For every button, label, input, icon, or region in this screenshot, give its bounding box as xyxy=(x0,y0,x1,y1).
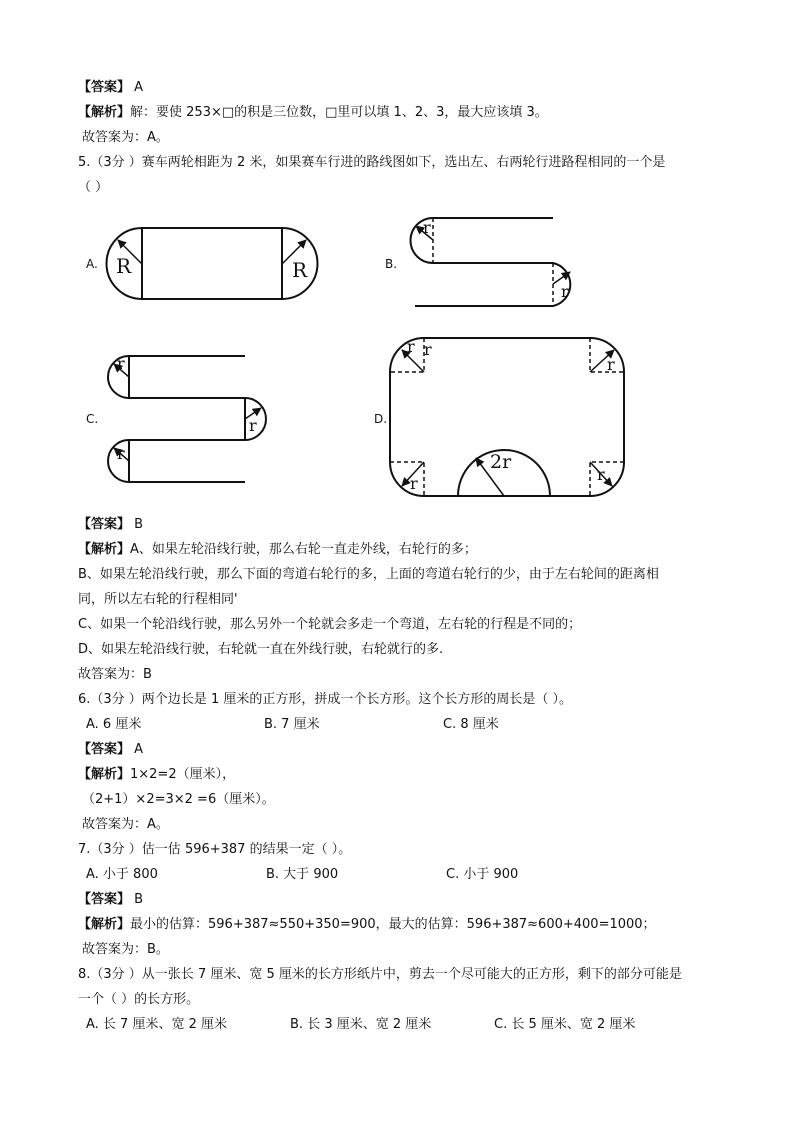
q6-stem: 6.（3分 ）两个边长是 1 厘米的正方形，拼成一个长方形。这个长方形的周长是（ ）。 xyxy=(78,692,572,707)
figure-c-radius-3: r xyxy=(117,444,125,463)
figure-b-label: B. xyxy=(385,257,398,271)
analysis-tag: 【解析】 xyxy=(78,767,131,782)
q4-conclusion: 故答案为：A。 xyxy=(82,130,169,145)
q8-option-a: A. 长 7 厘米、宽 2 厘米 xyxy=(86,1017,228,1032)
analysis-tag: 【解析】 xyxy=(78,542,131,557)
q7-option-c: C. 小于 900 xyxy=(446,867,519,882)
q7-option-b: B. 大于 900 xyxy=(266,867,339,882)
q7-analysis xyxy=(78,916,656,934)
q8-stem-line2: 一个（ ）的长方形。 xyxy=(78,992,200,1007)
figure-d-radius-tl-2: r xyxy=(424,340,432,359)
figure-a-label: A. xyxy=(86,257,98,271)
analysis-text: 解：要使 253×□的积是三位数，□里可以填 1、2、3，最大应该填 3。 xyxy=(130,105,548,120)
answer-tag: 【答案】 xyxy=(78,517,131,532)
q6-option-a: A. 6 厘米 xyxy=(86,717,142,732)
q7-stem: 7.（3分 ）估一估 596+387 的结果一定（ ）。 xyxy=(78,842,352,857)
q8-option-b: B. 长 3 厘米、宽 2 厘米 xyxy=(290,1017,432,1032)
answer-value: B xyxy=(134,517,144,532)
q7-option-a: A. 小于 800 xyxy=(86,867,158,882)
q6-analysis-2: （2+1）×2=3×2 =6（厘米）。 xyxy=(82,792,275,807)
analysis-text: A、如果左轮沿线行驶，那么右轮一直走外线，右轮行的多； xyxy=(130,542,477,557)
figure-a-radius-left: R xyxy=(116,254,132,278)
answer-value: B xyxy=(134,892,144,907)
q6-option-c: C. 8 厘米 xyxy=(443,717,499,732)
figure-c-radius-2: r xyxy=(249,416,257,435)
answer-value: A xyxy=(134,742,144,757)
analysis-tag: 【解析】 xyxy=(78,105,131,120)
q8-option-c: C. 长 5 厘米、宽 2 厘米 xyxy=(494,1017,636,1032)
q5-analysis-c: C、如果一个轮沿线行驶，那么另外一个轮就会多走一个弯道，左右轮的行程是不同的； xyxy=(78,617,582,632)
figure-a-radius-right: R xyxy=(292,258,308,282)
figure-d-radius-bl: r xyxy=(410,474,418,493)
q5-analysis-d: D、如果左轮沿线行驶，右轮就一直在外线行驶，右轮就行的多. xyxy=(78,642,444,657)
q5-stem-line2: （ ） xyxy=(78,180,109,195)
q5-answer-line xyxy=(78,516,143,534)
q5-stem-line1: 5.（3分 ）赛车两轮相距为 2 米，如果赛车行进的路线图如下，选出左、右两轮行进路程相同的一个是 xyxy=(78,155,666,170)
analysis-text: 最小的估算：596+387≈550+350=900，最大的估算：596+387≈600+400=1000； xyxy=(130,917,656,932)
q8-stem-line1: 8.（3分 ）从一张长 7 厘米、宽 5 厘米的长方形纸片中，剪去一个尽可能大的正方形，剩下的部分可能是 xyxy=(78,967,682,982)
figure-b-radius-bottom: r xyxy=(561,282,569,301)
figure-c-radius-1: r xyxy=(117,354,125,373)
q5-analysis-a xyxy=(78,541,477,559)
q6-conclusion: 故答案为：A。 xyxy=(82,817,169,832)
analysis-text: 1×2=2（厘米）， xyxy=(130,767,236,782)
q6-analysis-1 xyxy=(78,766,235,784)
answer-value: A xyxy=(134,80,144,95)
q6-answer-line xyxy=(78,741,143,759)
answer-tag: 【答案】 xyxy=(78,892,131,907)
q7-answer-line xyxy=(78,891,143,909)
q7-conclusion: 故答案为：B。 xyxy=(82,942,169,957)
figure-b-radius-top: r xyxy=(423,218,431,237)
q6-option-b: B. 7 厘米 xyxy=(264,717,320,732)
figure-d-radius-br: r xyxy=(597,465,605,484)
figure-d-radius-tl-1: r xyxy=(407,337,415,356)
analysis-tag: 【解析】 xyxy=(78,917,131,932)
q5-analysis-b1: B、如果左轮沿线行驶，那么下面的弯道右轮行的多，上面的弯道右轮行的少，由于左右轮间的距离相 xyxy=(78,567,659,582)
answer-tag: 【答案】 xyxy=(78,742,131,757)
q5-conclusion: 故答案为：B xyxy=(78,667,152,682)
answer-tag: 【答案】 xyxy=(78,80,131,95)
q5-analysis-b2: 同，所以左右轮的行程相同' xyxy=(78,592,238,607)
figure-d-label: D. xyxy=(374,412,388,426)
figure-d-radius-semicircle: 2r xyxy=(490,451,512,473)
figure-c-label: C. xyxy=(86,412,99,426)
figure-d-radius-tr: r xyxy=(607,355,615,374)
